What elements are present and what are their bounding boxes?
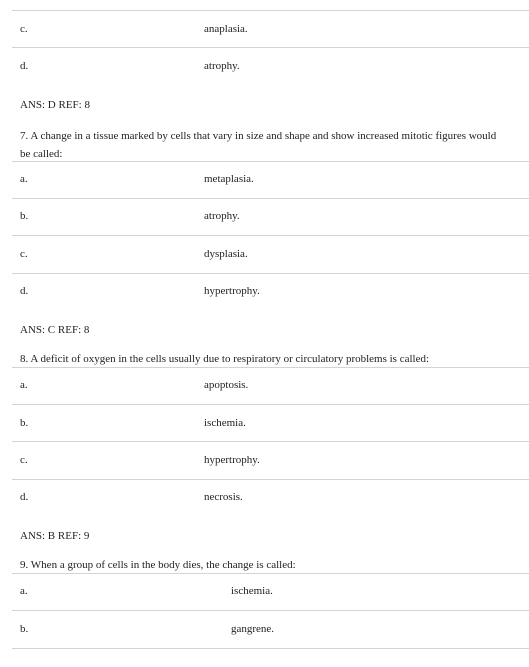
answer-key: ANS: C REF: 8 bbox=[20, 324, 90, 336]
divider bbox=[12, 573, 529, 574]
divider bbox=[12, 47, 529, 48]
option-text: ischemia. bbox=[204, 417, 246, 429]
option-text: gangrene. bbox=[231, 623, 275, 635]
option-text: ischemia. bbox=[231, 585, 273, 597]
option-text: dysplasia. bbox=[204, 248, 248, 260]
divider bbox=[12, 441, 529, 442]
option-text: apoptosis. bbox=[204, 379, 249, 391]
divider bbox=[12, 161, 529, 162]
option-text: hypertrophy. bbox=[204, 454, 260, 466]
divider bbox=[12, 235, 529, 236]
divider bbox=[12, 479, 529, 480]
divider bbox=[12, 10, 529, 11]
question-text: 8. A deficit of oxygen in the cells usually due to respiratory or circulatory problems is called: bbox=[20, 353, 430, 365]
option-letter: d. bbox=[20, 285, 29, 297]
option-text: metaplasia. bbox=[204, 173, 254, 185]
question-text: 9. When a group of cells in the body dies, the change is called: bbox=[20, 559, 296, 571]
divider bbox=[12, 273, 529, 274]
option-letter: a. bbox=[20, 585, 28, 597]
divider bbox=[12, 648, 529, 649]
divider bbox=[12, 367, 529, 368]
option-text: atrophy. bbox=[204, 60, 240, 72]
option-letter: b. bbox=[20, 623, 29, 635]
option-letter: c. bbox=[20, 248, 28, 260]
option-letter: a. bbox=[20, 173, 28, 185]
option-text: necrosis. bbox=[204, 491, 243, 503]
option-text: hypertrophy. bbox=[204, 285, 260, 297]
divider bbox=[12, 610, 529, 611]
option-letter: c. bbox=[20, 454, 28, 466]
option-text: anaplasia. bbox=[204, 23, 248, 35]
option-text: atrophy. bbox=[204, 210, 240, 222]
option-letter: d. bbox=[20, 491, 29, 503]
option-letter: b. bbox=[20, 210, 29, 222]
question-text: 7. A change in a tissue marked by cells that vary in size and shape and show increased mitotic figures would be called: bbox=[20, 130, 497, 160]
option-letter: a. bbox=[20, 379, 28, 391]
divider bbox=[12, 404, 529, 405]
option-letter: d. bbox=[20, 60, 29, 72]
option-letter: b. bbox=[20, 417, 29, 429]
divider bbox=[12, 198, 529, 199]
option-letter: c. bbox=[20, 23, 28, 35]
answer-key: ANS: D REF: 8 bbox=[20, 99, 90, 111]
answer-key: ANS: B REF: 9 bbox=[20, 530, 90, 542]
